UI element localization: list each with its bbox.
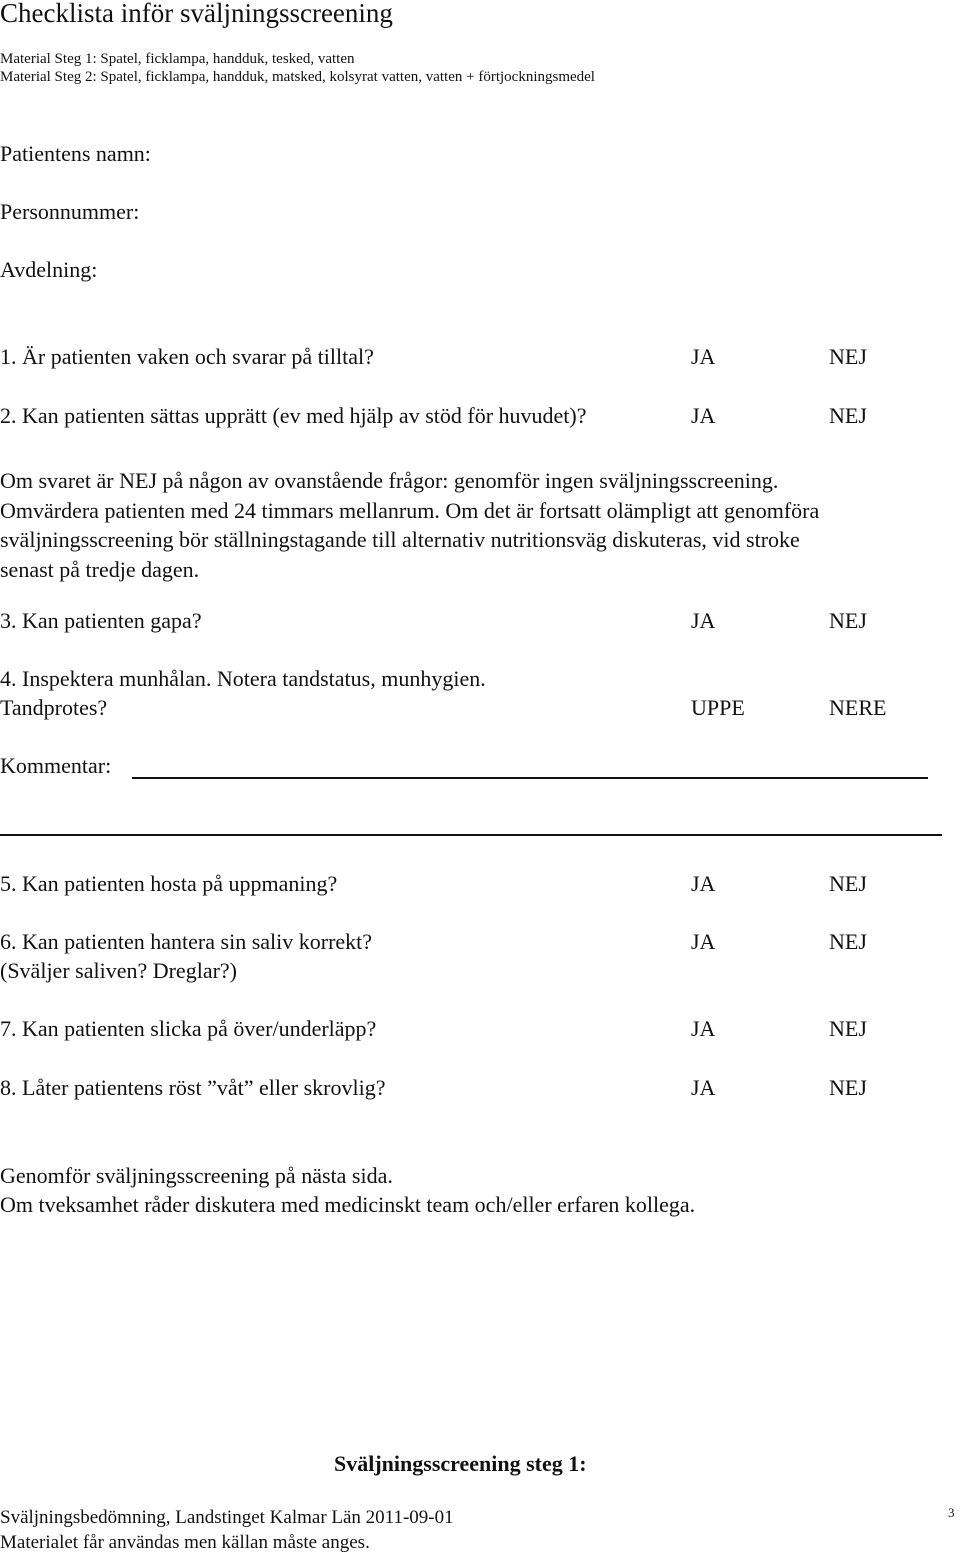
page-number: 3 [948,1505,955,1520]
denture-question: Tandprotes? [0,695,108,720]
footer-line-2: Materialet får användas men källan måste anges. [0,1532,370,1553]
comment-line[interactable] [132,777,928,779]
denture-lower-option[interactable]: NERE [829,695,887,720]
q8-yes-option[interactable]: JA [691,1075,716,1100]
q7-yes-option[interactable]: JA [691,1016,716,1041]
q8-no-option[interactable]: NEJ [829,1075,867,1100]
material-step-1: Material Steg 1: Spatel, ficklampa, handduk, tesked, vatten [0,51,355,67]
q1-yes-option[interactable]: JA [691,344,716,369]
question-3: 3. Kan patienten gapa? [0,608,202,633]
question-5: 5. Kan patienten hosta på uppmaning? [0,871,338,896]
q5-yes-option[interactable]: JA [691,871,716,896]
q3-yes-option[interactable]: JA [691,608,716,633]
instruction-line: Om svaret är NEJ på någon av ovanstående frågor: genomför ingen sväljningsscreening. [0,468,779,493]
instruction-paragraph [0,466,935,584]
question-7: 7. Kan patienten slicka på över/underläpp? [0,1016,377,1041]
instruction-line: Omvärdera patienten med 24 timmars mellanrum. Om det är fortsatt olämpligt att genomföra [0,497,820,523]
department-label: Avdelning: [0,257,98,282]
question-4: 4. Inspektera munhålan. Notera tandstatus, munhygien. [0,666,486,691]
q3-no-option[interactable]: NEJ [829,608,867,633]
patient-name-label: Patientens namn: [0,141,151,166]
q5-no-option[interactable]: NEJ [829,871,867,896]
page-title: Checklista inför sväljningsscreening [0,0,393,28]
q6-no-option[interactable]: NEJ [829,929,867,954]
question-6-hint: (Sväljer saliven? Dreglar?) [0,958,237,983]
material-step-2: Material Steg 2: Spatel, ficklampa, handduk, matsked, kolsyrat vatten, vatten + förtjockningsmedel [0,69,595,85]
closing-line-2: Om tveksamhet råder diskutera med medicinskt team och/eller erfaren kollega. [0,1192,696,1217]
question-1: 1. Är patienten vaken och svarar på tilltal? [0,344,374,369]
question-6: 6. Kan patienten hantera sin saliv korrekt? [0,929,373,954]
comment-line[interactable] [0,834,942,836]
instruction-line: senast på tredje dagen. [0,556,200,582]
q2-yes-option[interactable]: JA [691,403,716,428]
question-8: 8. Låter patientens röst ”våt” eller skrovlig? [0,1075,386,1100]
footer-line-1: Sväljningsbedömning, Landstinget Kalmar Län 2011-09-01 [0,1507,454,1528]
closing-line-1: Genomför sväljningsscreening på nästa sida. [0,1163,393,1188]
q1-no-option[interactable]: NEJ [829,344,867,369]
question-2: 2. Kan patienten sättas upprätt (ev med hjälp av stöd för huvudet)? [0,403,587,428]
next-section-heading: Sväljningsscreening steg 1: [334,1451,587,1476]
instruction-line: sväljningsscreening bör ställningstagande till alternativ nutritionsväg diskuteras, vid stroke [0,527,800,552]
q2-no-option[interactable]: NEJ [829,403,867,428]
comment-label: Kommentar: [0,753,112,778]
q6-yes-option[interactable]: JA [691,929,716,954]
q7-no-option[interactable]: NEJ [829,1016,867,1041]
denture-upper-option[interactable]: UPPE [691,695,745,720]
personal-number-label: Personnummer: [0,199,140,224]
